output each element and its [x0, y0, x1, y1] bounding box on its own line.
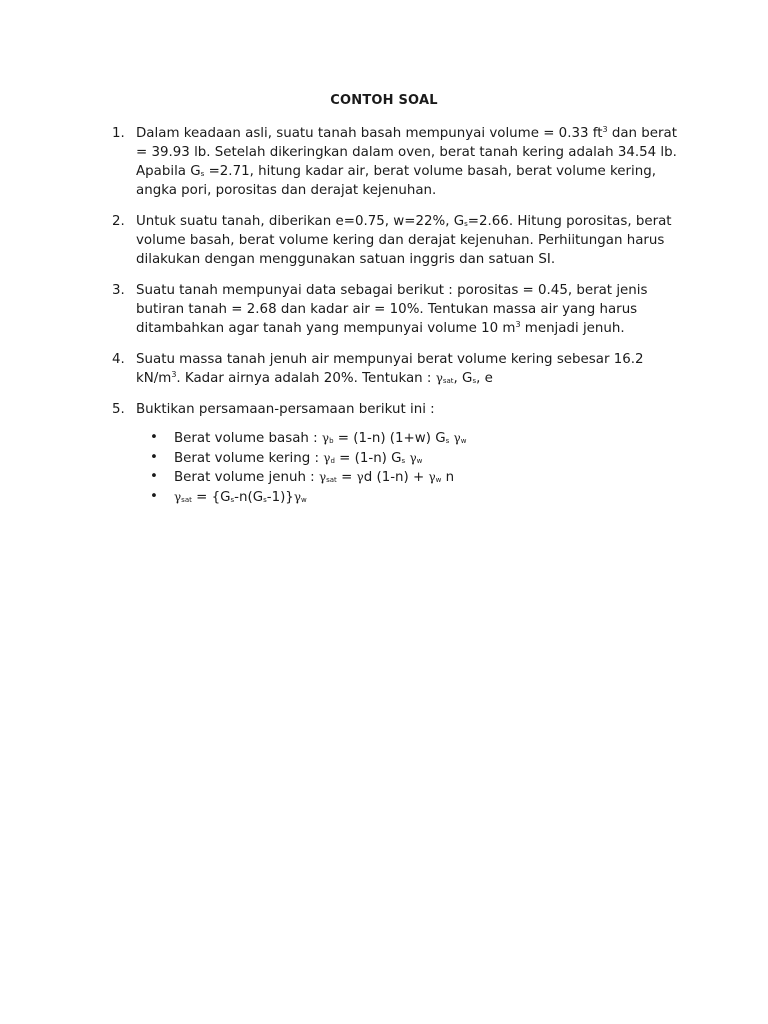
- equation-item: [136, 429, 688, 449]
- superscript: 3: [515, 320, 521, 329]
- subscript: s: [200, 170, 205, 178]
- superscript: 3: [602, 125, 608, 134]
- problem-list: [108, 124, 688, 519]
- bullet-icon: •: [150, 469, 158, 484]
- subscript: sat: [326, 476, 337, 484]
- bullet-icon: •: [150, 488, 158, 504]
- equation-text: = (1-n) G: [334, 450, 402, 466]
- subscript: sat: [442, 377, 454, 385]
- subscript: w: [435, 476, 442, 484]
- equation-item: [136, 488, 688, 508]
- equation-text: = (1-n) (1+w) G: [333, 431, 446, 446]
- gamma-symbol: γ: [318, 470, 327, 484]
- equation-list: [136, 429, 688, 507]
- subscript: s: [472, 377, 477, 385]
- problem-text: =2.71, hitung kadar air, berat volume basah, berat volume kering, angka pori, porositas dan derajat kejenuhan.: [136, 164, 656, 198]
- problem-number: 5.: [112, 402, 125, 417]
- subscript: b: [329, 437, 334, 445]
- equation-text: -n(G: [234, 489, 264, 505]
- gamma-symbol: γ: [356, 470, 364, 484]
- equation-text: Berat volume kering :: [174, 450, 324, 466]
- equation-text: -1)}: [266, 489, 294, 505]
- subscript: s: [263, 495, 267, 504]
- problem-item-5: [108, 400, 688, 507]
- gamma-symbol: γ: [453, 431, 461, 445]
- problem-number: 3.: [112, 283, 125, 298]
- equation-text: = {G: [191, 489, 231, 505]
- problem-item-4: [108, 350, 688, 388]
- problem-item-2: [108, 212, 688, 269]
- superscript: 3: [171, 370, 177, 379]
- subscript: sat: [181, 495, 192, 504]
- problem-text: Untuk suatu tanah, diberikan e=0.75, w=22%, G: [136, 214, 465, 229]
- equation-text: =: [336, 470, 357, 485]
- problem-text: =2.66. Hitung porositas, berat volume basah, berat volume kering dan derajat kejenuhan. Perhiitungan harus dilakukan dengan menggunakan satuan inggris dan satuan SI.: [136, 214, 672, 267]
- problem-number: 2.: [112, 214, 125, 229]
- problem-text: , e: [476, 371, 493, 386]
- gamma-symbol: γ: [428, 470, 436, 484]
- equation-text: Berat volume basah :: [174, 431, 322, 446]
- gamma-symbol: γ: [174, 489, 182, 504]
- equation-item: [136, 449, 688, 469]
- problem-text: Dalam keadaan asli, suatu tanah basah mempunyai volume = 0.33 ft: [136, 126, 603, 141]
- gamma-symbol: γ: [409, 450, 417, 465]
- problem-item-1: [108, 124, 688, 200]
- bullet-icon: •: [150, 430, 158, 445]
- gamma-symbol: γ: [323, 450, 331, 465]
- problem-text: menjadi jenuh.: [520, 321, 625, 336]
- gamma-symbol: γ: [293, 489, 302, 504]
- subscript: w: [416, 456, 423, 465]
- problem-number: 1.: [112, 126, 125, 141]
- equation-item: [136, 468, 688, 488]
- subscript: s: [401, 456, 406, 465]
- equation-text: n: [441, 470, 455, 485]
- subscript: s: [445, 437, 450, 445]
- bullet-icon: •: [150, 449, 158, 465]
- problem-text: dan berat = 39.93 lb. Setelah dikeringkan dalam oven, berat tanah kering adalah 34.54 lb. Apabila G: [136, 126, 677, 179]
- page-title: CONTOH SOAL: [330, 93, 438, 108]
- gamma-symbol: γ: [435, 371, 443, 385]
- subscript: w: [301, 495, 307, 504]
- gamma-symbol: γ: [321, 431, 330, 445]
- problem-text: Buktikan persamaan-persamaan berikut ini :: [136, 402, 435, 417]
- subscript: w: [460, 437, 467, 445]
- problem-number: 4.: [112, 352, 125, 367]
- subscript: d: [330, 456, 335, 465]
- problem-text: Suatu tanah mempunyai data sebagai berikut : porositas = 0.45, berat jenis butiran tanah = 2.68 dan kadar air = 10%. Tentukan massa air yang harus ditambahkan agar tanah yang mempunyai volume 10 m: [136, 283, 648, 336]
- problem-text: . Kadar airnya adalah 20%. Tentukan :: [176, 371, 436, 386]
- problem-text: , G: [453, 371, 473, 386]
- subscript: s: [464, 220, 468, 228]
- equation-text: d (1-n) +: [363, 470, 429, 485]
- problem-text: Suatu massa tanah jenuh air mempunyai berat volume kering sebesar 16.2 kN/m: [136, 352, 644, 386]
- problem-item-3: [108, 281, 688, 338]
- subscript: s: [230, 495, 235, 504]
- equation-text: Berat volume jenuh :: [174, 470, 319, 485]
